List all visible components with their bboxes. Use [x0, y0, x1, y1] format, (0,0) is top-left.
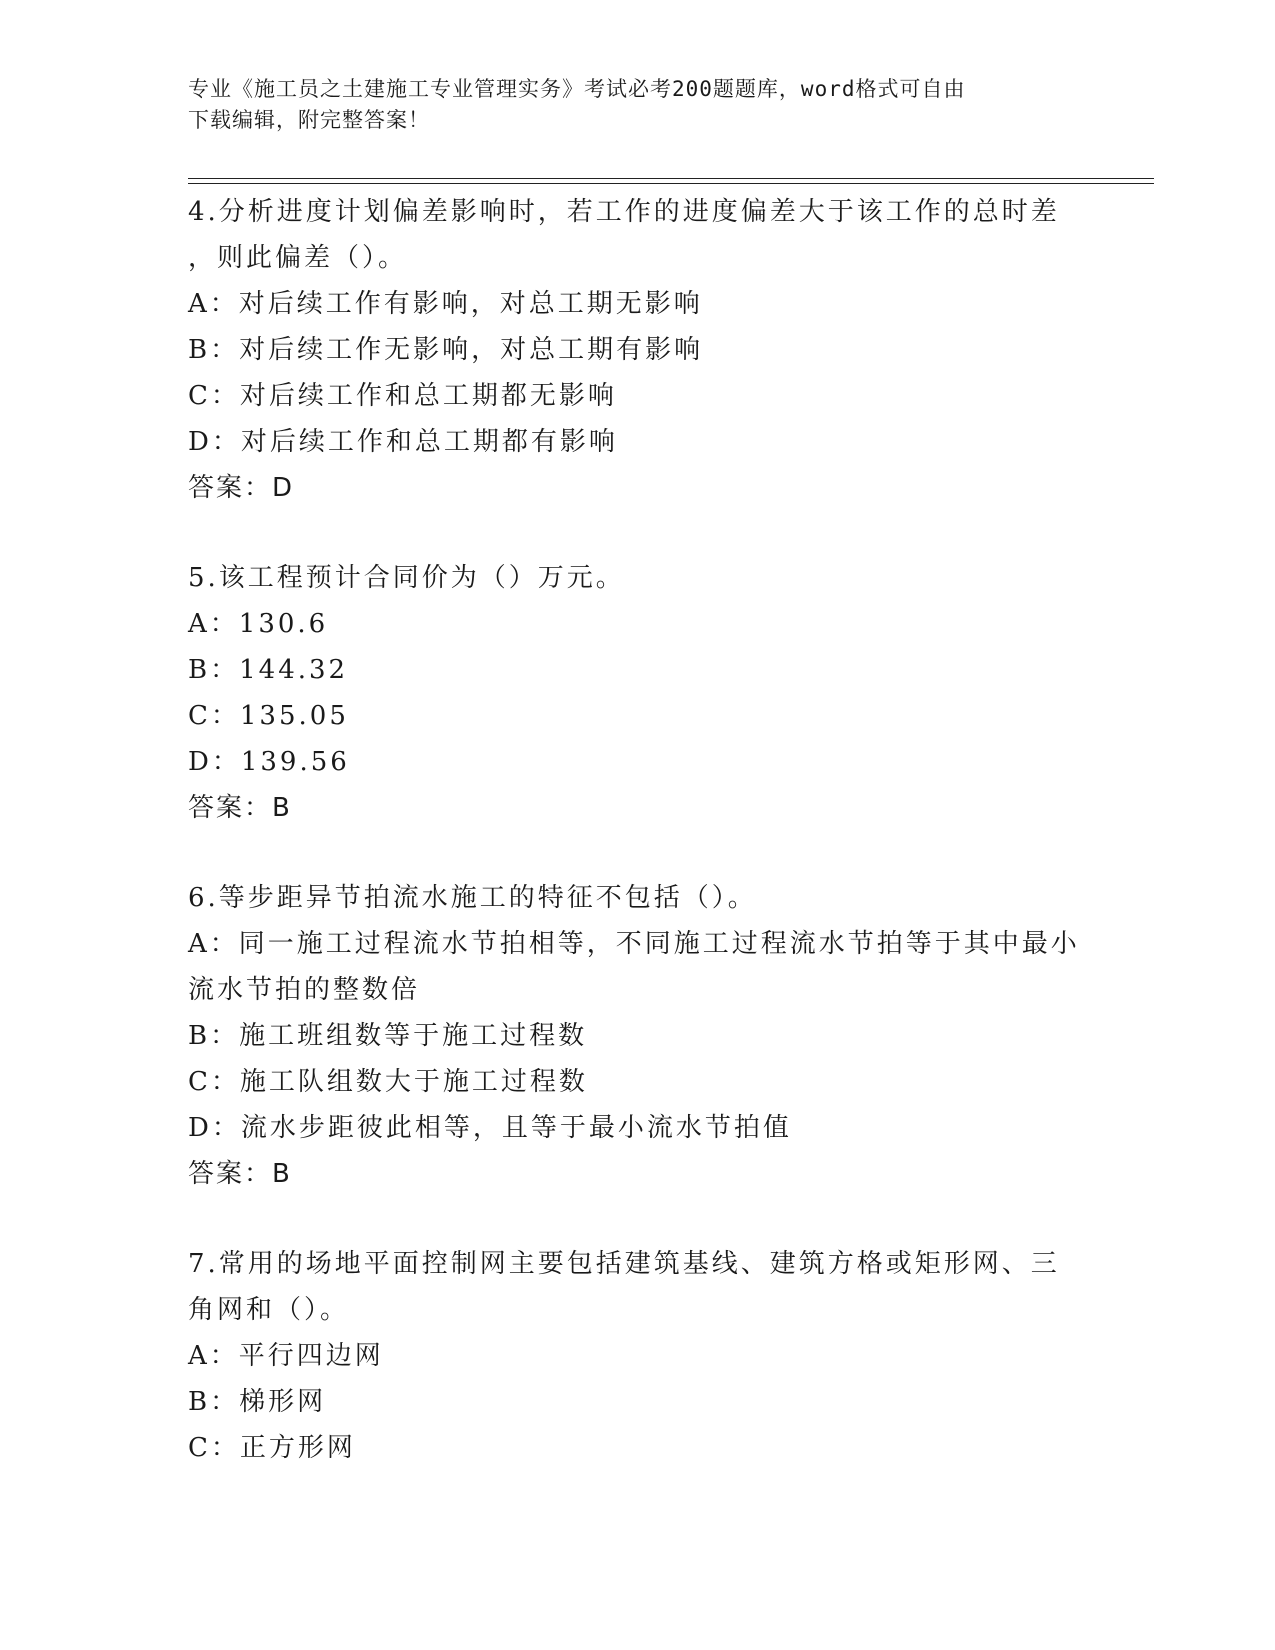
- header-title-line-1: 专业《施工员之土建施工专业管理实务》考试必考200题题库，word格式可自由: [188, 77, 966, 101]
- question-stem: 4.分析进度计划偏差影响时，若工作的进度偏差大于该工作的总时差: [188, 197, 1060, 227]
- question-stem: ，则此偏差（）。: [188, 243, 408, 273]
- option-c: C：施工队组数大于施工过程数: [188, 1067, 588, 1097]
- option-d: D：流水步距彼此相等，且等于最小流水节拍值: [188, 1113, 792, 1143]
- option-d: D：139.56: [188, 747, 350, 777]
- option-a: A：平行四边网: [188, 1341, 384, 1371]
- question-6: [188, 875, 1088, 1197]
- option-b: B：施工班组数等于施工过程数: [188, 1021, 588, 1051]
- option-c: C：135.05: [188, 701, 349, 731]
- answer-label: 答案：B: [188, 1159, 292, 1189]
- header-divider-top: [188, 178, 1154, 179]
- answer-label: 答案：D: [188, 473, 295, 503]
- question-5: [188, 555, 1088, 831]
- option-b: B：对后续工作无影响，对总工期有影响: [188, 335, 704, 365]
- option-a: A：130.6: [188, 609, 329, 639]
- option-b: B：144.32: [188, 655, 349, 685]
- header-divider-bottom: [188, 183, 1154, 184]
- option-a: A：同一施工过程流水节拍相等，不同施工过程流水节拍等于其中最小: [188, 929, 1080, 959]
- question-4: [188, 189, 1088, 511]
- option-c: C：对后续工作和总工期都无影响: [188, 381, 617, 411]
- question-stem: 5.该工程预计合同价为（）万元。: [188, 563, 625, 593]
- option-d: D：对后续工作和总工期都有影响: [188, 427, 618, 457]
- header-title-line-2: 下载编辑，附完整答案！: [188, 108, 430, 132]
- question-stem: 6.等步距异节拍流水施工的特征不包括（）。: [188, 883, 757, 913]
- option-a: A：对后续工作有影响，对总工期无影响: [188, 289, 703, 319]
- option-b: B：梯形网: [188, 1387, 327, 1417]
- option-a-continued: 流水节拍的整数倍: [188, 975, 421, 1005]
- question-stem: 角网和（）。: [188, 1295, 350, 1325]
- document-header: [188, 74, 1068, 136]
- question-7: [188, 1241, 1088, 1471]
- option-c: C：正方形网: [188, 1433, 356, 1463]
- answer-label: 答案：B: [188, 793, 292, 823]
- question-list: [188, 189, 1088, 1471]
- question-stem: 7.常用的场地平面控制网主要包括建筑基线、建筑方格或矩形网、三: [188, 1249, 1060, 1279]
